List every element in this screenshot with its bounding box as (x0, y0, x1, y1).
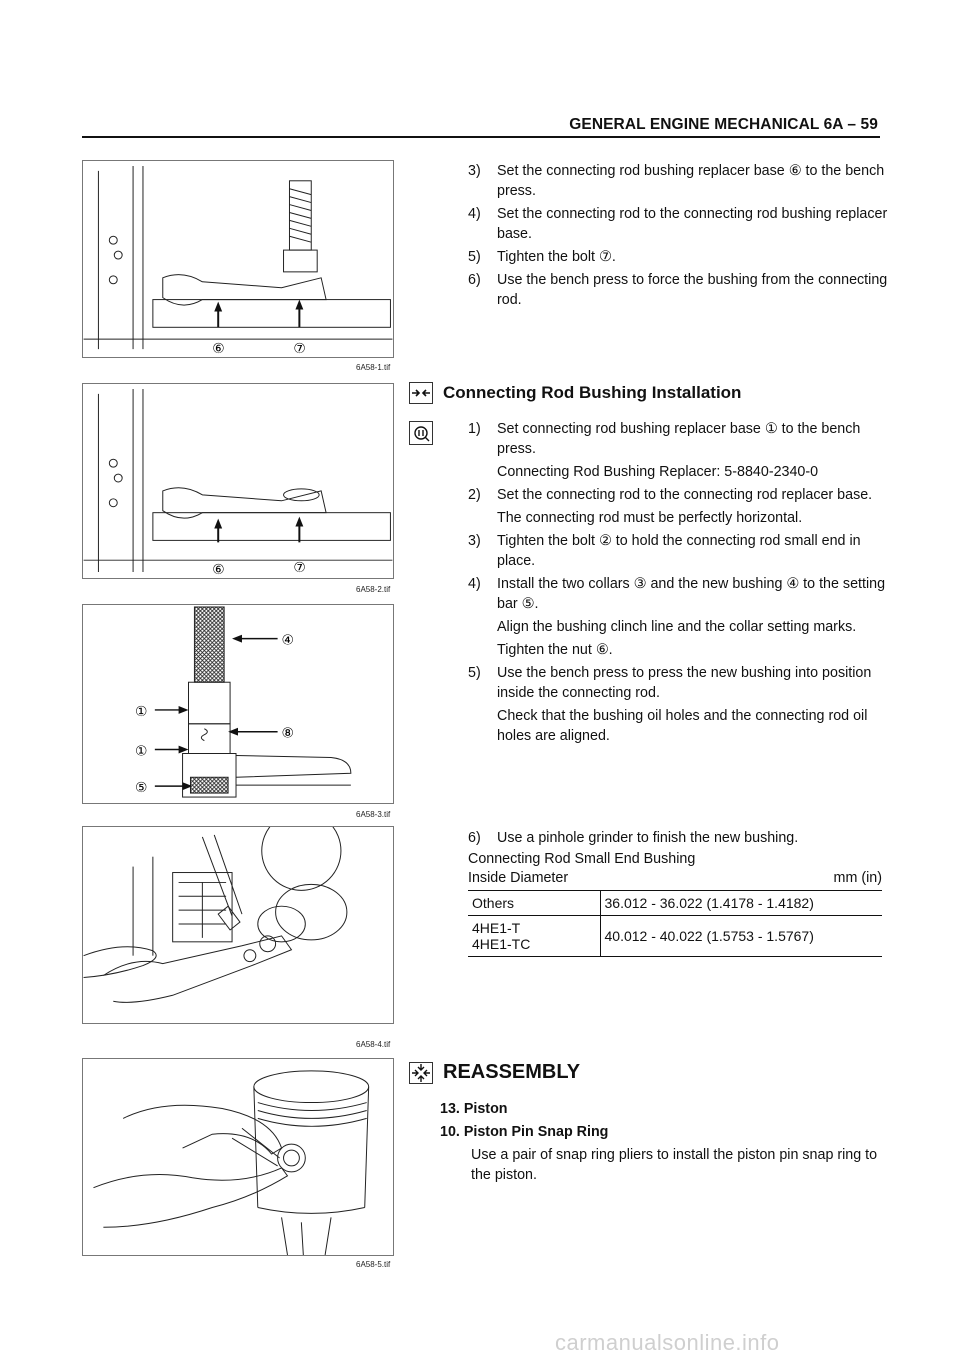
table-row (468, 891, 882, 916)
callout-label: ⑥ (212, 341, 225, 357)
figure-installation-setup-drawing (83, 384, 393, 578)
spec-label: 4HE1-T 4HE1-TC (468, 916, 600, 957)
reassembly-item: 13. Piston (440, 1101, 508, 1117)
figure-pinhole-grinder-drawing (83, 827, 393, 1023)
callout-label: ① (135, 703, 148, 720)
finish-step (468, 828, 888, 851)
callout-label: ⑤ (135, 780, 148, 797)
reassembly-items (440, 1099, 880, 1185)
step-text: Set connecting rod bushing replacer base ① to the bench press. (497, 421, 861, 457)
figure-id: 6A58-3.tif (356, 810, 391, 819)
spec-table (468, 890, 882, 957)
step-text: Use the bench press to force the bushing from the connecting rod. (497, 272, 888, 308)
figure-snap-ring (82, 1058, 394, 1256)
removal-step (468, 204, 888, 244)
figure-setting-bar-drawing (83, 605, 393, 803)
spec-unit: mm (in) (833, 870, 882, 886)
removal-step (468, 270, 888, 310)
installation-steps (468, 419, 888, 749)
installation-step (468, 663, 888, 746)
step-text: Tighten the bolt ② to hold the connecting rod small end in place. (497, 533, 861, 569)
special-tool-icon (409, 421, 433, 445)
callout-label: ① (135, 743, 148, 760)
spec-subtitle: Inside Diameter (468, 870, 569, 886)
step-note: Connecting Rod Bushing Replacer: 5-8840-2340-0 (497, 464, 819, 480)
step-text: Use a pinhole grinder to finish the new bushing. (497, 830, 799, 846)
reassembly-heading (409, 1061, 580, 1084)
spec-subtitle-row (468, 869, 882, 888)
spec-label: Others (468, 891, 600, 916)
figure-id: 6A58-4.tif (356, 1040, 391, 1049)
figure-bushing-installation-setup (82, 383, 394, 579)
installation-step (468, 574, 888, 660)
callout-label: ⑦ (293, 560, 306, 577)
figure-id: 6A58-2.tif (356, 585, 391, 594)
installation-step (468, 419, 888, 482)
figure-pinhole-grinder (82, 826, 394, 1024)
reassembly-desc: Use a pair of snap ring pliers to install the piston pin snap ring to the piston. (471, 1147, 878, 1183)
install-arrows-icon (409, 382, 433, 404)
step-note: The connecting rod must be perfectly horizontal. (497, 510, 803, 526)
page-header (82, 114, 880, 138)
step-number: 5) (468, 665, 481, 681)
installation-step (468, 485, 888, 528)
callout-label: ④ (281, 632, 294, 649)
step-note: Tighten the nut ⑥. (497, 642, 613, 658)
figure-id: 6A58-1.tif (356, 363, 391, 372)
step-text: Install the two collars ③ and the new bushing ④ to the setting bar ⑤. (497, 576, 886, 612)
callout-label: ⑦ (293, 341, 306, 357)
figure-snap-ring-drawing (83, 1059, 393, 1255)
spec-value: 40.012 - 40.022 (1.5753 - 1.5767) (600, 916, 882, 957)
figure-setting-bar (82, 604, 394, 804)
removal-step (468, 161, 888, 201)
step-text: Use the bench press to press the new bushing into position inside the connecting rod. (497, 665, 872, 701)
spec-value: 36.012 - 36.022 (1.4178 - 1.4182) (600, 891, 882, 916)
figure-id: 6A58-5.tif (356, 1260, 391, 1269)
callout-label: ⑥ (212, 562, 225, 578)
step-number: 3) (468, 533, 481, 549)
finish-step-item (468, 828, 888, 848)
step-note: Align the bushing clinch line and the collar setting marks. (497, 619, 857, 635)
removal-steps (468, 161, 888, 313)
step-number: 2) (468, 487, 481, 503)
step-text: Set the connecting rod to the connecting rod replacer base. (497, 487, 873, 503)
bushing-spec (468, 850, 882, 957)
step-note: Check that the bushing oil holes and the connecting rod oil holes are aligned. (497, 708, 868, 744)
step-number: 3) (468, 163, 481, 179)
figure-bushing-removal-drawing (83, 161, 393, 357)
reassembly-item: 10. Piston Pin Snap Ring (440, 1124, 609, 1140)
watermark: carmanualsonline.info (555, 1330, 780, 1355)
installation-title: Connecting Rod Bushing Installation (443, 383, 742, 402)
removal-step (468, 247, 888, 267)
reassembly-arrows-icon (409, 1062, 433, 1084)
step-number: 1) (468, 421, 481, 437)
step-number: 4) (468, 576, 481, 592)
step-number: 4) (468, 206, 481, 222)
step-text: Set the connecting rod bushing replacer base ⑥ to the bench press. (497, 163, 885, 199)
spec-title: Connecting Rod Small End Bushing (468, 851, 696, 867)
step-number: 5) (468, 249, 481, 265)
header-title: GENERAL ENGINE MECHANICAL 6A – 59 (569, 116, 878, 133)
step-number: 6) (468, 272, 481, 288)
reassembly-title: REASSEMBLY (443, 1061, 581, 1083)
step-number: 6) (468, 830, 481, 846)
step-text: Set the connecting rod to the connecting rod bushing replacer base. (497, 206, 888, 242)
installation-step (468, 531, 888, 571)
installation-heading (409, 382, 741, 404)
step-text: Tighten the bolt ⑦. (497, 249, 616, 265)
figure-bushing-removal (82, 160, 394, 358)
table-row (468, 916, 882, 957)
callout-label: ⑧ (281, 725, 294, 742)
